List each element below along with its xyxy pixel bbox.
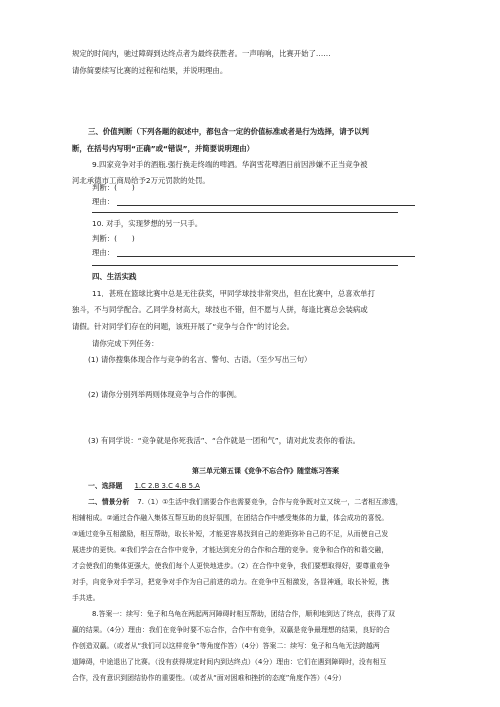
q10-reason-answer-line-2	[92, 265, 398, 266]
answers-s2-line-2: 相辅相成。②通过合作融入集体互帮互助的良好氛围，在团结合作中感受集体的力量，体会成功的喜悦。	[72, 514, 389, 522]
q9-judge-label: 判断：( )	[92, 183, 135, 192]
answers-s1-label: 一、选择题	[88, 482, 123, 490]
section3-heading-rest: （下列各题的叙述中，都包含一定的价值标准或者是行为选择，请予以判	[132, 127, 369, 136]
q9-line-2: 河北承德市工商局给予2万元罚款的处罚。	[72, 176, 210, 185]
answers-q8-line-5: 合作，没有意识到团结协作的重要性。（或者从“面对困难和挫折的态度”角度作答）（4分）	[72, 674, 346, 682]
q10-judge-label: 判断：( )	[92, 234, 135, 243]
answers-s2-label: 二、情景分析	[88, 498, 130, 506]
q9-reason-label: 理由：	[92, 197, 115, 206]
intro-line-2: 请你简要续写比赛的过程和结果，并说明理由。	[72, 66, 228, 75]
answers-s2-line-3: ③通过竞争互相激励，相互帮助，取长补短，才能更容易找到自己的差距弥补自己的不足，从而使自己发	[72, 530, 389, 538]
section4-para-line-3: 请假。针对同学们存在的问题，该班开展了“竞争与合作”的讨论会。	[72, 322, 294, 331]
answers-s2-line-7: 手共进。	[72, 594, 100, 602]
section3-heading	[72, 127, 369, 137]
q10-reason-answer-line-1	[117, 256, 415, 257]
q9-reason-answer-line-1	[117, 205, 415, 206]
section4-para-line-1: 11．甚班在篮球比赛中总是无往获奖，甲同学球技非常突出，但在比赛中，总喜欢单打	[92, 289, 375, 298]
answers-title: 第三单元第五课《竞争不忘合作》随堂练习答案	[192, 467, 339, 475]
q9-reason-answer-line-2	[92, 212, 398, 213]
q10-text: 10. 对手，实现梦想的另一只手。	[92, 219, 203, 228]
answers-s1-text: 1.C 2.B 3.C 4.B 5.A	[134, 482, 200, 490]
answers-s2-first-line	[72, 494, 403, 510]
answers-q8-line-4: 道障碍，中途退出了比赛。（没有获得规定时间内到达终点）（4分）理由：它们在遇到障碍时，没有相互	[72, 658, 387, 666]
q9-line-1: 9.四家竞争对手的酒瓶.强行换走终端的啤酒。华润雪花啤酒日前因涉嫌不正当竞争被	[92, 160, 368, 169]
section3-heading-line2: 断，在括号内写明“正确”或“错误”，并简要说明理由）	[72, 144, 255, 153]
section4-task-1: (1) 请你搜集体现合作与竞争的名言、警句、古语。（至少写出三句）	[88, 355, 312, 364]
answers-q8-line-3: 作创造双赢。（或者从“我们可以这样竞争”等角度作答）（4分）答案二：续写：兔子和乌龟无法跨越两	[72, 642, 380, 650]
section4-task-2: (2) 请你分别列举两则体现竞争与合作的事例。	[88, 390, 242, 399]
section4-task-3: (3) 有同学说：“竞争就是你死我活”、“合作就是一团和气”，请对此发表你的看法。	[88, 436, 361, 445]
answers-q8-line-2: 赢的结果。（4分）理由：我们在竞争时要不忘合作，合作中有竞争，双赢是竞争最理想的结果，良好的合	[72, 626, 390, 634]
answers-s2-line-1: 7.（1）①生活中我们需要合作也需要竞争，合作与竞争既对立又统一，二者相互渗透，	[137, 498, 403, 506]
intro-line-1: 规定的时间内，驰过障碍到达终点者为最终获胜者。一声哨响，比赛开始了……	[72, 49, 331, 58]
answers-s2-line-5: 才会使我们的集体更强大，使我们每个人更快地进步。（2）在合作中竞争，我们要想取得好，要尊重竞争	[72, 562, 390, 570]
section4-para-line-2: 独斗，不与同学配合。乙同学身材高大，球技也不错，但不愿与人拼，每逢比赛总会装病或	[72, 305, 368, 314]
answers-q8-line-1: 8.答案一：续写：兔子和乌龟在两起两河障碍时相互帮助，团结合作，顺利地到达了终点，获得了双	[92, 610, 395, 618]
q10-reason-label: 理由：	[92, 248, 115, 257]
answers-s1	[72, 478, 200, 494]
section3-heading-number: 三、价值判断	[88, 127, 133, 136]
answers-s2-line-4: 展进步的更快。④我们学会在合作中竞争，才能达到充分的合作和合理的竞争。竞争和合作的和谐交融，	[72, 546, 389, 554]
section4-heading: 四、生活实践	[92, 272, 137, 281]
answers-s2-line-6: 对手，向竞争对手学习，把竞争对手作为自己前进的动力。在竞争中互相激发，各显神通，取长补短，携	[72, 578, 389, 586]
section4-task-intro: 请你完成下列任务：	[92, 339, 159, 348]
